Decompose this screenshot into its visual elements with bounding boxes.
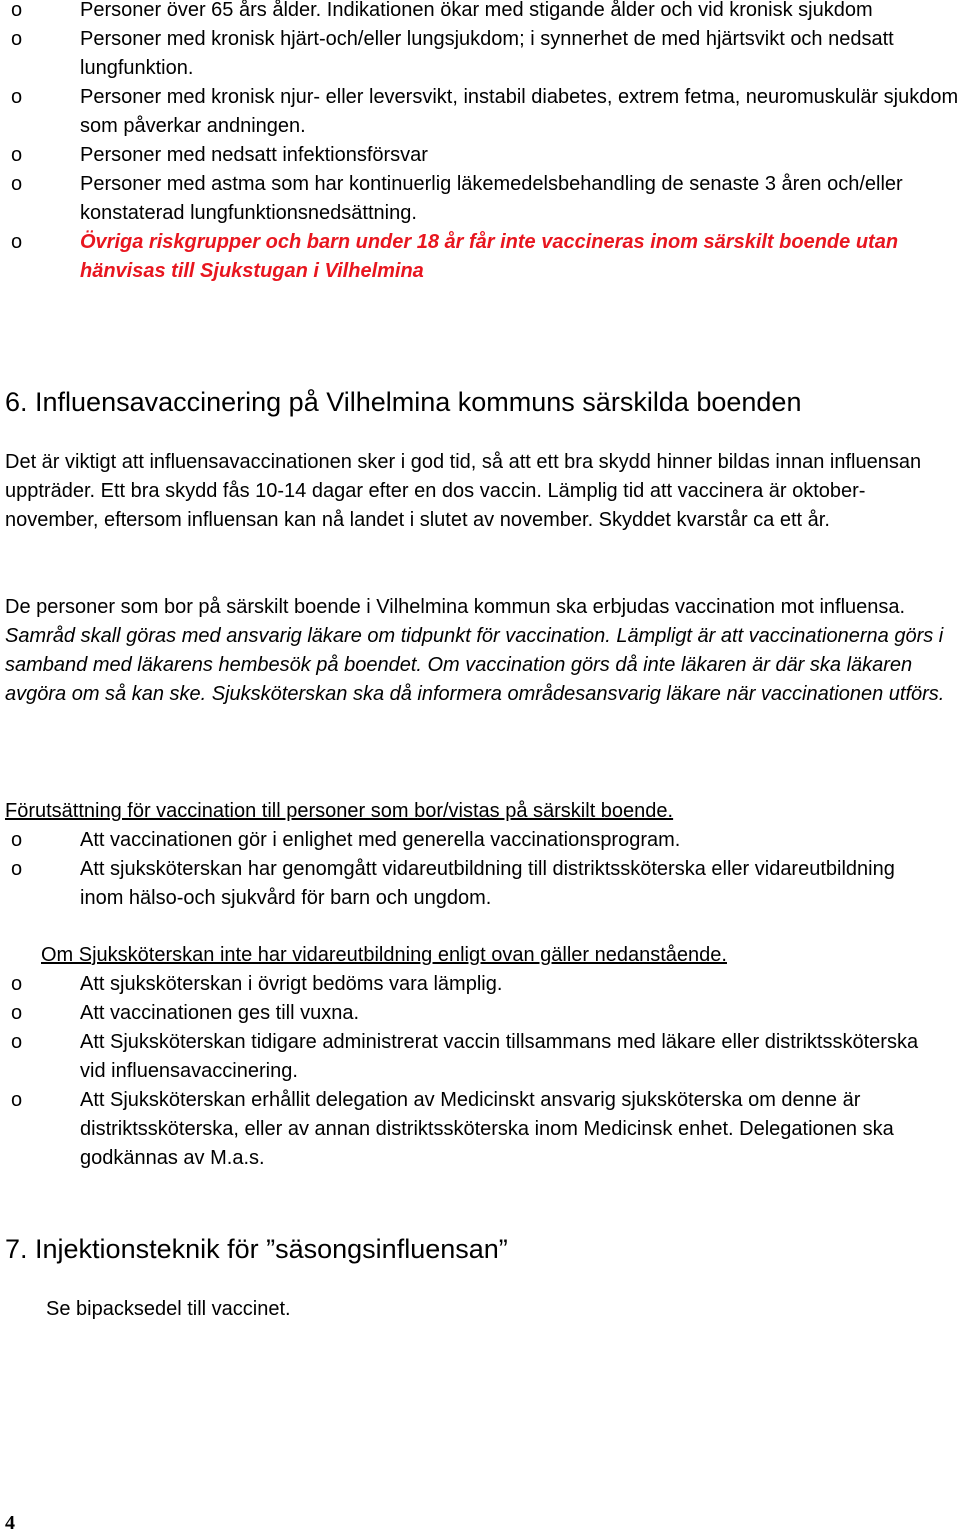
list-item-text: Personer med nedsatt infektionsförsvar [80,144,428,166]
bullet-marker: o [11,1002,23,1024]
paragraph-italic-text: Samråd skall göras med ansvarig läkare om tidpunkt för vaccination. Lämpligt är att vaccinationerna görs i samband med läkarens hembesök på boendet. Om vaccination görs då inte läkaren är där ska läkaren avgöra om så kan ske. Sjuksköterskan ska då informera områdesansvarig läkare när vaccinationen utförs. [5,625,945,705]
list-item-text: Personer med astma som har kontinuerlig läkemedelsbehandling de senaste 3 åren och/eller konstaterad lungfunktionsnedsättning. [80,173,903,224]
list-item-text: Att vaccinationen gör i enlighet med generella vaccinationsprogram. [80,829,681,851]
section-7-text: Se bipacksedel till vaccinet. [46,1298,291,1320]
list-item [5,999,930,1028]
list-item [5,170,960,228]
list-item-text: Personer med kronisk hjärt-och/eller lungsjukdom; i synnerhet de med hjärtsvikt och nedsatt lungfunktion. [80,28,894,79]
paragraph-text: De personer som bor på särskilt boende i Vilhelmina kommun ska erbjudas vaccination mot influensa. [5,596,906,618]
list-item [5,0,960,25]
conditions-heading: Förutsättning för vaccination till personer som bor/vistas på särskilt boende. [5,800,674,822]
list-item-text: Personer med kronisk njur- eller leversvikt, instabil diabetes, extrem fetma, neuromuskulär sjukdom som påverkar andningen. [80,86,959,137]
bullet-marker: o [11,28,23,50]
list-item [5,1028,930,1086]
bullet-marker: o [11,144,23,166]
bullet-marker: o [11,829,23,851]
bullet-marker: o [11,858,23,880]
section-7-heading: 7. Injektionsteknik för ”säsongsinfluensan” [5,1234,508,1264]
bullet-marker: o [11,973,23,995]
warning-text: Övriga riskgrupper och barn under 18 år får inte vaccineras inom särskilt boende utan hänvisas till Sjukstugan i Vilhelmina [80,231,899,282]
list-item [5,826,930,855]
bullet-marker: o [11,86,23,108]
list-item-text: Att sjuksköterskan i övrigt bedöms vara lämplig. [80,973,503,995]
bullet-marker: o [11,0,23,21]
alternative-conditions-list [5,970,930,1173]
bullet-marker: o [11,173,23,195]
list-item-text: Att sjuksköterskan har genomgått vidareutbildning till distriktssköterska eller vidareutbildning inom hälso-och sjukvård för barn och ungdom. [80,858,895,909]
bullet-marker: o [11,1089,23,1111]
list-item-warning [5,228,960,286]
bullet-marker: o [11,1031,23,1053]
section-6-paragraph-2 [5,593,955,709]
list-item-text: Personer över 65 års ålder. Indikationen ökar med stigande ålder och vid kronisk sjukdom [80,0,873,21]
list-item [5,970,930,999]
list-item [5,25,960,83]
conditions-list [5,826,930,913]
list-item [5,1086,930,1173]
list-item [5,141,960,170]
section-6-heading: 6. Influensavaccinering på Vilhelmina kommuns särskilda boenden [5,387,802,417]
list-item-text: Att vaccinationen ges till vuxna. [80,1002,360,1024]
risk-group-list [5,0,960,286]
list-item-text: Att Sjuksköterskan erhållit delegation av Medicinskt ansvarig sjuksköterska om denne är distriktssköterska, eller av annan distriktssköterska inom Medicinsk enhet. Delegationen ska godkännas av M.a.s. [80,1089,894,1169]
list-item-text: Att Sjuksköterskan tidigare administrerat vaccin tillsammans med läkare eller distriktssköterska vid influensavaccinering. [80,1031,919,1082]
section-6-paragraph-1: Det är viktigt att influensavaccinationen sker i god tid, så att ett bra skydd hinner bildas innan influensan uppträder. Ett bra skydd fås 10-14 dagar efter en dos vaccin. Lämplig tid att vaccinera är oktober-november, eftersom influensan kan nå landet i slutet av november. Skyddet kvarstår ca ett år. [5,451,922,531]
bullet-marker: o [11,231,23,253]
list-item [5,83,960,141]
alternative-conditions-heading: Om Sjuksköterskan inte har vidareutbildning enligt ovan gäller nedanstående. [41,944,727,966]
page-number: 4 [5,1512,15,1534]
list-item [5,855,930,913]
